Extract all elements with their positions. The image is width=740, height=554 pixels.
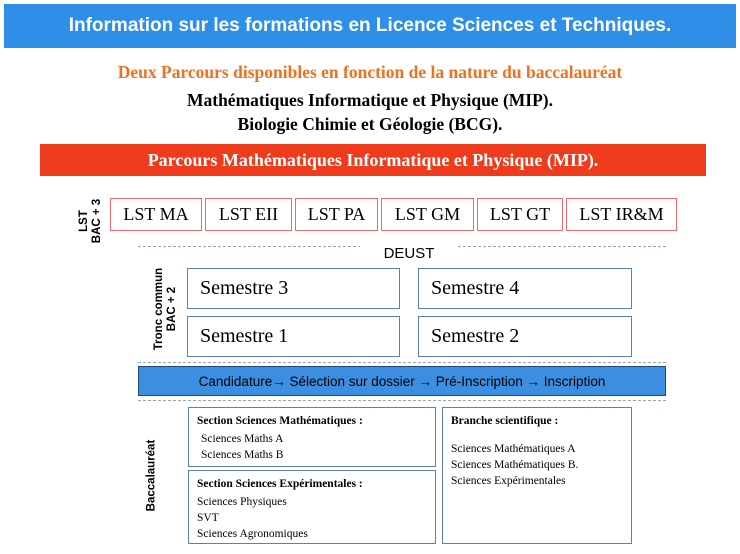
lst-item: LST EII <box>205 198 292 231</box>
lst-item: LST GT <box>477 198 563 231</box>
divider <box>138 362 666 363</box>
lst-item: LST PA <box>295 198 378 231</box>
semestre-1: Semestre 1 <box>187 316 400 357</box>
lst-label-line-1: LST <box>78 210 90 232</box>
tronc-side-label <box>153 249 179 369</box>
intro-line-mip: Mathématiques Informatique et Physique (MIP). <box>186 90 553 110</box>
semestre-2: Semestre 2 <box>418 316 632 357</box>
list-item: Sciences Maths B <box>201 449 284 461</box>
candidature-bar <box>138 366 666 396</box>
lst-item: LST IR&M <box>566 198 677 231</box>
lst-item: LST GM <box>381 198 474 231</box>
section-sciences-exp <box>188 470 436 544</box>
semestre-3: Semestre 3 <box>187 268 400 309</box>
branche-title: Branche scientifique : <box>451 415 559 427</box>
section-exp-title: Section Sciences Expérimentales : <box>197 478 363 490</box>
list-item: Sciences Expérimentales <box>451 475 566 487</box>
bac-label-line: Baccalauréat <box>145 439 158 512</box>
list-item: SVT <box>197 512 219 524</box>
lst-item: LST MA <box>110 198 202 231</box>
candidature-text: Candidature→ Sélection sur dossier → Pré-Inscription → Inscription <box>198 373 606 389</box>
list-item: Sciences Agronomiques <box>197 528 308 540</box>
header-banner <box>4 4 736 48</box>
deust-label: DEUST <box>360 241 458 265</box>
parcours-banner <box>40 144 706 176</box>
tronc-label-line-1: Tronc commun <box>153 267 165 351</box>
parcours-title: Parcours Mathématiques Informatique et Physique (MIP). <box>147 149 599 170</box>
section-math-title: Section Sciences Mathématiques : <box>197 415 363 427</box>
tronc-label-line-2: BAC + 2 <box>166 286 178 332</box>
intro-line-bcg: Biologie Chimie et Géologie (BCG). <box>237 114 503 134</box>
header-title: Information sur les formations en Licence Sciences et Techniques. <box>68 15 672 36</box>
divider <box>138 400 666 401</box>
section-sciences-math <box>188 407 436 467</box>
list-item: Sciences Maths A <box>201 433 284 445</box>
intro-title: Deux Parcours disponibles en fonction de la nature du baccalauréat <box>117 62 623 82</box>
list-item: Sciences Physiques <box>197 496 287 508</box>
list-item: Sciences Mathématiques A <box>451 443 576 455</box>
list-item: Sciences Mathématiques B. <box>451 459 579 471</box>
branche-scientifique <box>442 407 632 544</box>
lst-label-line-2: BAC + 3 <box>91 198 103 244</box>
semestre-4: Semestre 4 <box>418 268 632 309</box>
lst-side-label <box>78 186 104 256</box>
bac-side-label <box>146 424 159 528</box>
